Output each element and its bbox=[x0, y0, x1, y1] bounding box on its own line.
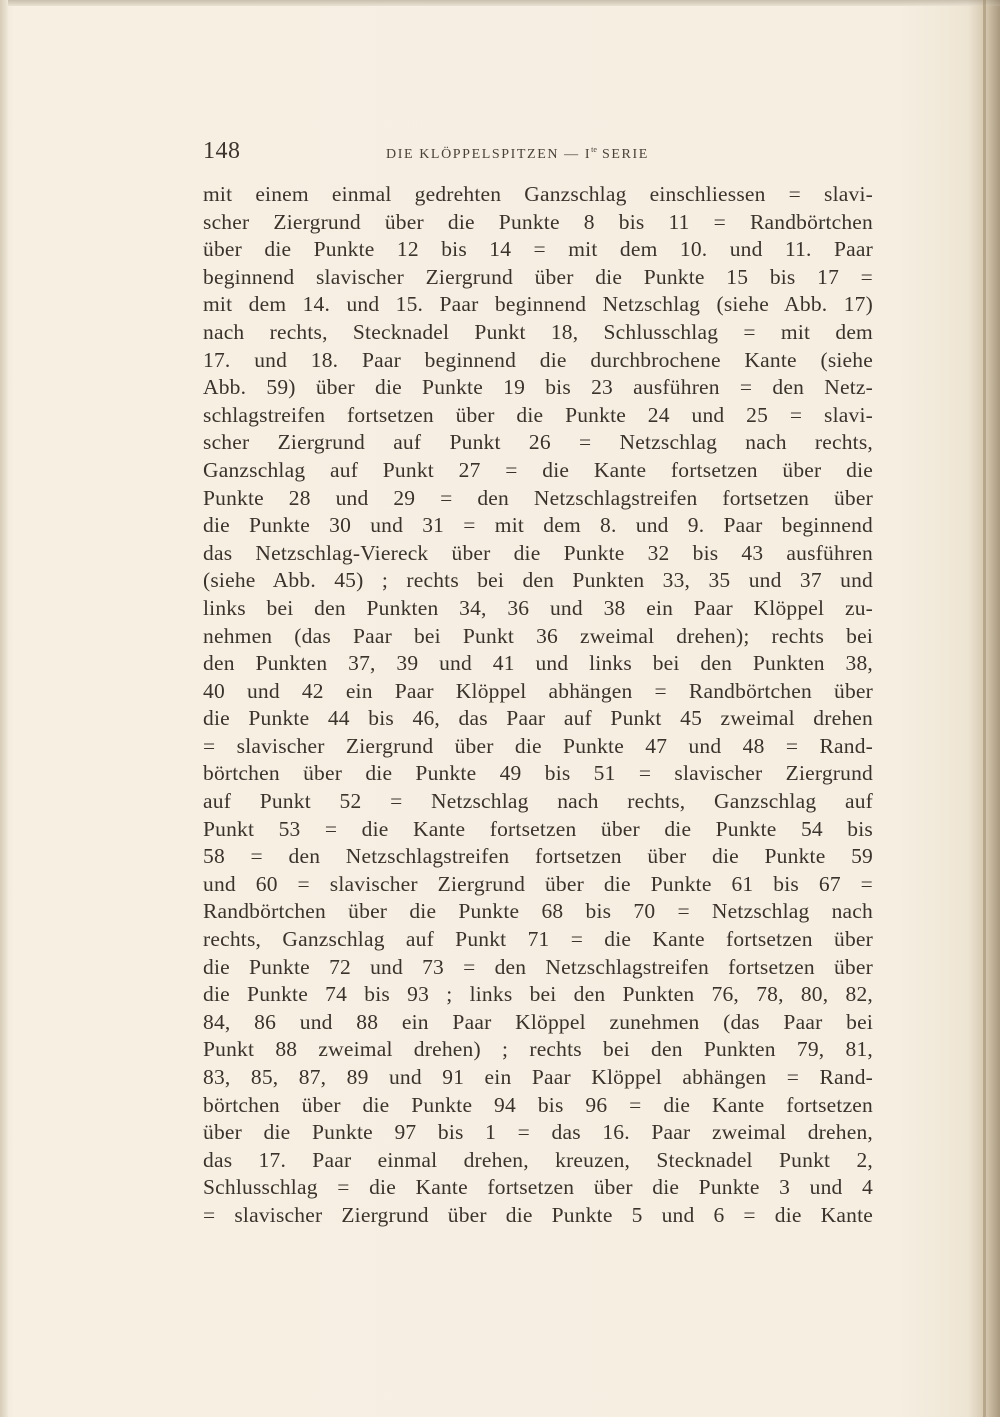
text-line: die Punkte 44 bis 46, das Paar auf Punkt 45 zweimal drehen bbox=[203, 706, 873, 731]
text-line: rechts, Ganzschlag auf Punkt 71 = die Kante fortsetzen über bbox=[203, 927, 873, 952]
text-line: den Punkten 37, 39 und 41 und links bei den Punkten 38, bbox=[203, 651, 873, 676]
text-line: das Netzschlag-Viereck über die Punkte 32 bis 43 ausführen bbox=[203, 540, 873, 565]
text-line: börtchen über die Punkte 49 bis 51 = slavischer Ziergrund bbox=[203, 761, 873, 786]
text-line: die Punkte 74 bis 93 ; links bei den Punkten 76, 78, 80, 82, bbox=[203, 982, 873, 1007]
text-line: (siehe Abb. 45) ; rechts bei den Punkten 33, 35 und 37 und bbox=[203, 568, 873, 593]
text-line: die Punkte 72 und 73 = den Netzschlagstreifen fortsetzen über bbox=[203, 954, 873, 979]
text-line: mit einem einmal gedrehten Ganzschlag einschliessen = slavi- bbox=[203, 182, 873, 206]
text-line: = slavischer Ziergrund über die Punkte 47 und 48 = Rand- bbox=[203, 733, 873, 758]
text-line: Punkt 88 zweimal drehen) ; rechts bei den Punkten 79, 81, bbox=[203, 1037, 873, 1062]
text-line: Schlusschlag = die Kante fortsetzen über die Punkte 3 und 4 bbox=[203, 1175, 873, 1200]
text-line: mit dem 14. und 15. Paar beginnend Netzschlag (siehe Abb. 17) bbox=[203, 292, 873, 317]
page-left-edge bbox=[0, 0, 8, 1417]
text-line: 40 und 42 ein Paar Klöppel abhängen = Randbörtchen über bbox=[203, 678, 873, 703]
page-top-edge bbox=[0, 0, 1000, 6]
text-line: nach rechts, Stecknadel Punkt 18, Schlusschlag = mit dem bbox=[203, 319, 873, 344]
text-line: über die Punkte 97 bis 1 = das 16. Paar zweimal drehen, bbox=[203, 1120, 873, 1145]
running-title-main: DIE KLÖPPELSPITZEN — I bbox=[386, 147, 592, 162]
text-line: auf Punkt 52 = Netzschlag nach rechts, Ganzschlag auf bbox=[203, 789, 873, 814]
text-line: links bei den Punkten 34, 36 und 38 ein Paar Klöppel zu- bbox=[203, 595, 873, 620]
page-fold-line bbox=[983, 0, 986, 1417]
text-line: und 60 = slavischer Ziergrund über die Punkte 61 bis 67 = bbox=[203, 871, 873, 896]
text-line: nehmen (das Paar bei Punkt 36 zweimal drehen); rechts bei bbox=[203, 623, 873, 648]
body-text bbox=[203, 181, 873, 1230]
text-line: Randbörtchen über die Punkte 68 bis 70 = Netzschlag nach bbox=[203, 899, 873, 924]
running-title bbox=[386, 145, 649, 163]
text-line: 58 = den Netzschlagstreifen fortsetzen über die Punkte 59 bbox=[203, 844, 873, 869]
text-line: die Punkte 30 und 31 = mit dem 8. und 9. Paar beginnend bbox=[203, 513, 873, 538]
text-line: scher Ziergrund auf Punkt 26 = Netzschlag nach rechts, bbox=[203, 430, 873, 455]
text-line: über die Punkte 12 bis 14 = mit dem 10. und 11. Paar bbox=[203, 237, 873, 262]
text-line: beginnend slavischer Ziergrund über die Punkte 15 bis 17 = bbox=[203, 264, 873, 289]
running-title-superscript: te bbox=[591, 145, 597, 154]
text-line: schlagstreifen fortsetzen über die Punkte 24 und 25 = slavi- bbox=[203, 402, 873, 427]
text-line: Punkt 53 = die Kante fortsetzen über die Punkte 54 bis bbox=[203, 816, 873, 841]
text-line: Ganzschlag auf Punkt 27 = die Kante fortsetzen über die bbox=[203, 457, 873, 482]
running-title-end: SERIE bbox=[596, 147, 649, 162]
text-line: scher Ziergrund über die Punkte 8 bis 11 = Randbörtchen bbox=[203, 209, 873, 234]
text-line: Punkte 28 und 29 = den Netzschlagstreifen fortsetzen über bbox=[203, 485, 873, 510]
text-line: 84, 86 und 88 ein Paar Klöppel zunehmen (das Paar bei bbox=[203, 1009, 873, 1034]
text-line: Abb. 59) über die Punkte 19 bis 23 ausführen = den Netz- bbox=[203, 375, 873, 400]
text-line: 83, 85, 87, 89 und 91 ein Paar Klöppel abhängen = Rand- bbox=[203, 1065, 873, 1089]
page-header bbox=[203, 138, 863, 168]
text-line: 17. und 18. Paar beginnend die durchbrochene Kante (siehe bbox=[203, 347, 873, 372]
text-line: börtchen über die Punkte 94 bis 96 = die Kante fortsetzen bbox=[203, 1092, 873, 1117]
page-number: 148 bbox=[203, 138, 241, 164]
text-line: = slavischer Ziergrund über die Punkte 5 und 6 = die Kante bbox=[203, 1202, 873, 1227]
text-line: das 17. Paar einmal drehen, kreuzen, Stecknadel Punkt 2, bbox=[203, 1147, 873, 1172]
